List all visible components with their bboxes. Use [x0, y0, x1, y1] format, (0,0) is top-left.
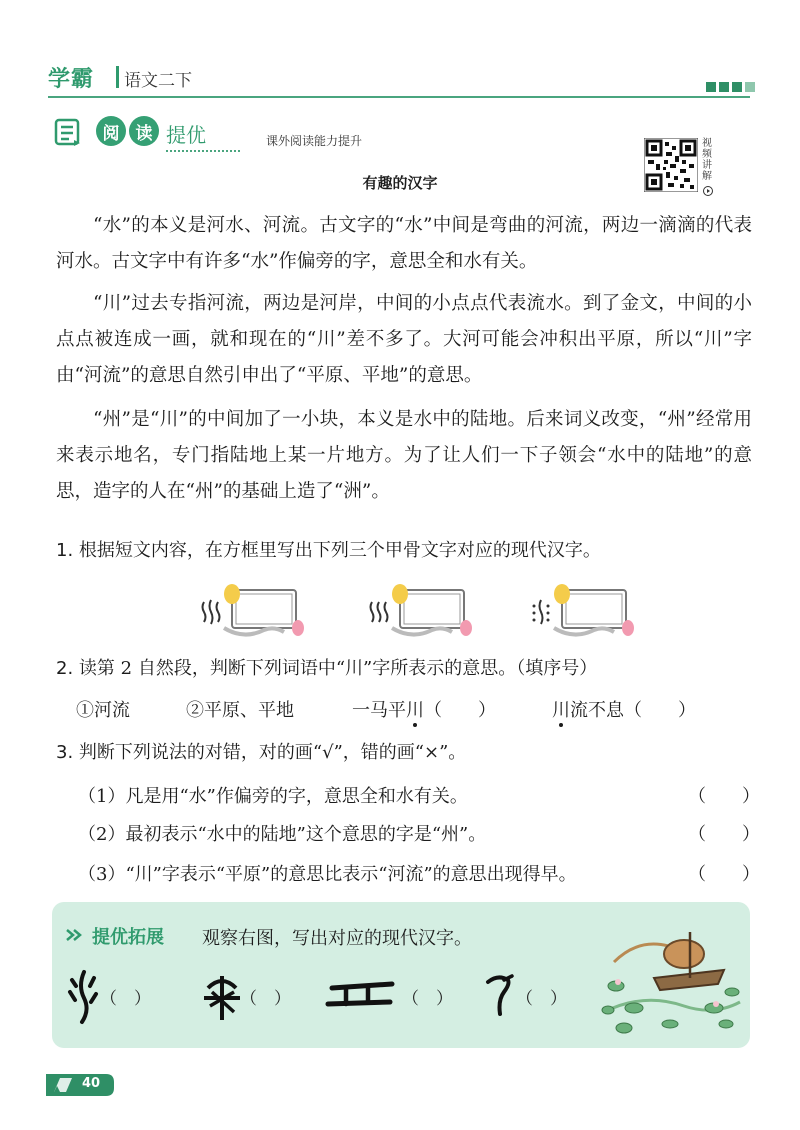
answer-frame-1[interactable]: [200, 582, 305, 638]
answer-frames: [200, 582, 640, 640]
extension-instruction: 观察右图，写出对应的现代汉字。: [202, 928, 472, 949]
page-number: 40: [82, 1076, 101, 1091]
frame-box-3: [552, 582, 636, 638]
question-1-number: 1.: [56, 540, 74, 561]
question-2: [56, 654, 597, 680]
article-paragraph-1: “水”的本义是河水、河流。古文字的“水”中间是弯曲的河流，两边一滴滴的代表河水。古文字中有许多“水”作偏旁的字，意思全和水有关。: [56, 215, 752, 272]
subject-label: 语文二下: [124, 71, 192, 91]
q3-answer-blank-1[interactable]: （ ）: [688, 786, 760, 807]
section-subtitle: 课外阅读能力提升: [266, 134, 363, 148]
question-1-text: 根据短文内容，在方框里写出下列三个甲骨文字对应的现代汉字。: [78, 540, 601, 561]
ancient-water-glyph: [66, 966, 102, 1026]
brand-divider: [116, 66, 119, 88]
section-badge: [96, 116, 159, 146]
question-2-number: 2.: [56, 658, 74, 679]
oracle-water-dots-glyph: [530, 598, 552, 628]
q3-statement-2: （2）最初表示“水中的陆地”这个意思的字是“州”。: [78, 824, 487, 845]
q2-answer-blank-1[interactable]: （ ）: [424, 700, 496, 721]
ancient-hook-glyph: [482, 966, 518, 1026]
question-3-text: 判断下列说法的对错，对的画“√”，错的画“×”。: [78, 742, 467, 763]
page-header: [0, 0, 800, 110]
question-1: [56, 536, 601, 562]
q3-answer-blank-2[interactable]: （ ）: [688, 824, 760, 845]
answer-frame-2[interactable]: [368, 582, 473, 638]
section-title: 提优: [166, 123, 206, 147]
q2-option-2: ②平原、平地: [186, 700, 294, 721]
q2-option-1: ①河流: [76, 700, 130, 721]
list-icon: [54, 118, 82, 146]
oracle-river-glyph: [368, 598, 390, 628]
frame-box-1: [222, 582, 306, 638]
q3-statement-3: （3）“川”字表示“平原”的意思比表示“河流”的意思出现得早。: [78, 864, 577, 885]
qr-label: 视频讲解: [702, 138, 712, 182]
frame-box-2: [390, 582, 474, 638]
question-3: [56, 738, 466, 764]
extension-title: 提优拓展: [92, 927, 164, 948]
pencil-icon: [46, 1072, 116, 1098]
q3-answer-blank-3[interactable]: （ ）: [688, 864, 760, 885]
ancient-boat-glyph: [200, 966, 244, 1026]
header-rule: [48, 96, 750, 98]
boat-illustration: [594, 912, 744, 1042]
extension-blank-2[interactable]: （ ）: [240, 989, 291, 1009]
q2-phrase-1-text: 一马平: [352, 700, 406, 721]
extension-blank-4[interactable]: （ ）: [516, 989, 567, 1009]
double-chevron-icon: [66, 928, 86, 942]
question-3-number: 3.: [56, 742, 74, 763]
q2-phrase-1: [352, 696, 496, 722]
section-dotted-rule: [166, 150, 240, 152]
article-title: 有趣的汉字: [362, 174, 438, 192]
q2-phrase-2-text: 流不息: [570, 700, 624, 721]
section-char-1: 阅: [96, 116, 126, 146]
question-2-text: 读第 2 自然段，判断下列词语中“川”字所表示的意思。（填序号）: [78, 658, 598, 679]
ancient-ladder-glyph: [324, 966, 398, 1026]
brand-logo: 学霸: [48, 67, 95, 92]
extension-blank-3[interactable]: （ ）: [402, 989, 453, 1009]
header-decoration: [706, 82, 755, 92]
article-paragraph-2: “川”过去专指河流，两边是河岸，中间的小点点代表流水。到了金文，中间的小点点被连成一画，就和现在的“川”差不多了。大河可能会冲积出平原，所以“川”字由“河流”的意思自然引申出了“平原、平地”的意思。: [56, 293, 752, 386]
section-char-2: 读: [129, 116, 159, 146]
oracle-water-glyph: [200, 598, 222, 628]
q2-answer-blank-2[interactable]: （ ）: [624, 700, 696, 721]
q2-phrase-2: [552, 696, 696, 722]
q2-phrase-1-key: 川: [406, 700, 424, 721]
answer-frame-3[interactable]: [530, 582, 635, 638]
q2-phrase-2-key: 川: [552, 700, 570, 721]
extension-blank-1[interactable]: （ ）: [100, 989, 151, 1009]
q3-statement-1: （1）凡是用“水”作偏旁的字，意思全和水有关。: [78, 786, 468, 807]
article-paragraph-3: “州”是“川”的中间加了一小块，本义是水中的陆地。后来词义改变，“州”经常用来表示地名，专门指陆地上某一片地方。为了让人们一下子领会“水中的陆地”的意思，造字的人在“州”的基础上造了“洲”。: [56, 409, 752, 502]
